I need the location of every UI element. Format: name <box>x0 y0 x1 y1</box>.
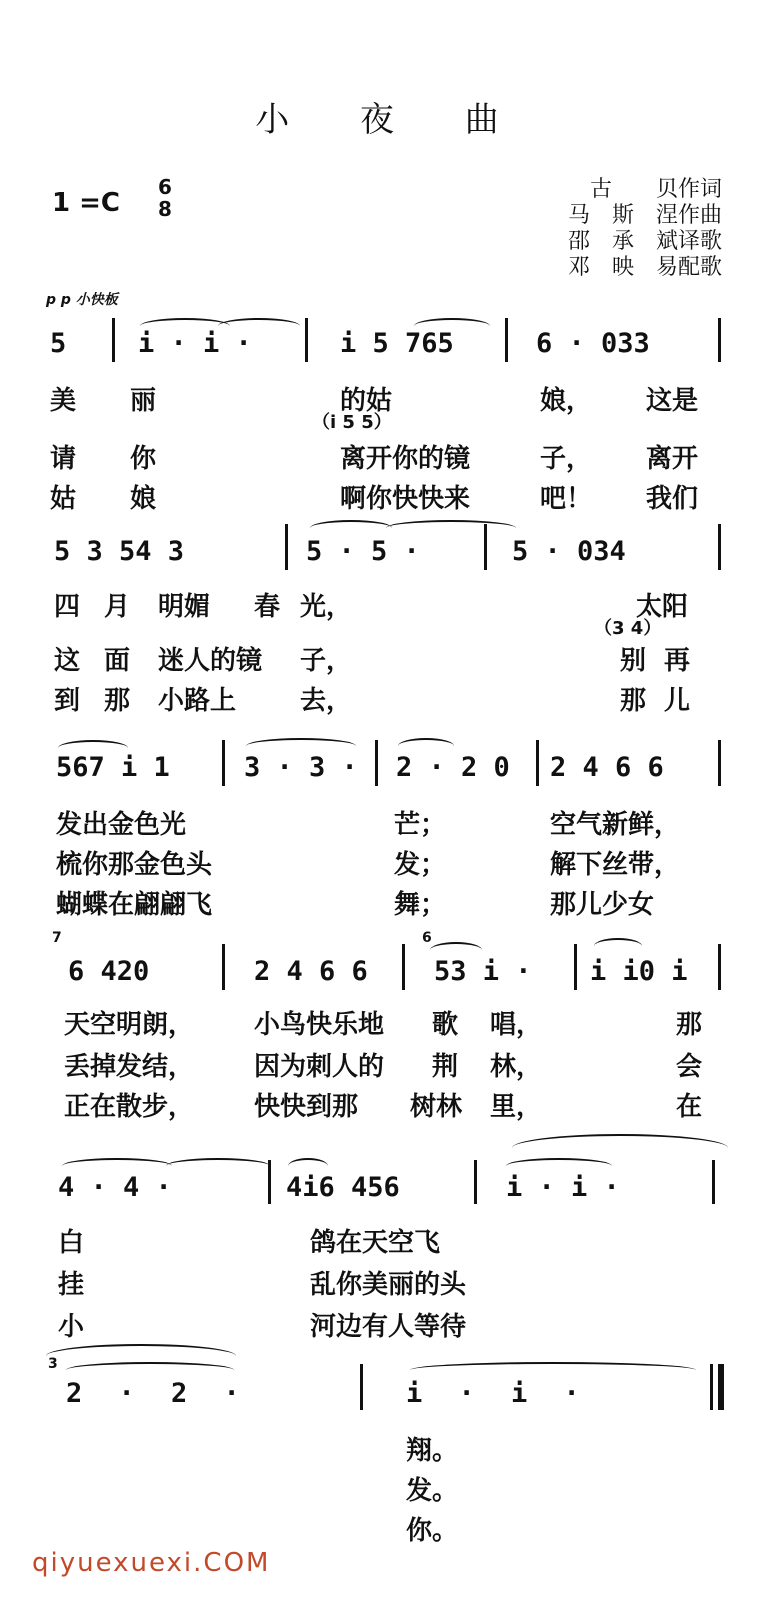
barline <box>360 1364 363 1410</box>
grace-note: 3 <box>48 1356 58 1372</box>
lyric: 春 <box>254 592 281 622</box>
lyric: 空气新鲜， <box>550 810 681 840</box>
staff1-measure-3: 6 · 033 <box>536 328 650 359</box>
staff5-measure-2: 4i6 456 <box>286 1172 400 1203</box>
lyric: 姑 <box>50 484 77 514</box>
barline <box>305 318 308 362</box>
lyric: 会 <box>676 1052 703 1082</box>
lyric: 芒； <box>394 810 447 840</box>
barline <box>710 1364 713 1410</box>
lyric: 太阳 <box>636 592 689 622</box>
tie-arc <box>410 1362 696 1378</box>
lyric: 离开 <box>646 444 699 474</box>
lyric: 在 <box>676 1092 703 1122</box>
barline <box>718 318 721 362</box>
lyric: 发； <box>394 850 447 880</box>
lyric: 那儿少女 <box>550 890 655 920</box>
lyric: 月 <box>104 592 131 622</box>
lyric: 梳你那金色头 <box>56 850 213 880</box>
tempo-marking: p p 小快板 <box>46 292 118 308</box>
lyric: 那 <box>676 1010 703 1040</box>
staff4-measure-2: 2 4 6 6 <box>254 956 368 987</box>
tie-arc <box>166 1158 270 1174</box>
lyric: 迷人的镜 <box>158 646 263 676</box>
lyric: 小鸟快乐地 <box>254 1010 385 1040</box>
tie-arc <box>594 938 642 954</box>
key-signature: 1 =C <box>52 188 121 218</box>
barline <box>484 524 487 570</box>
lyric: 那 <box>104 686 131 716</box>
lyric: 这 <box>54 646 81 676</box>
tie-arc <box>310 520 392 536</box>
lyric: 唱， <box>490 1010 543 1040</box>
lyric: 再 <box>664 646 691 676</box>
credit-translator: 邵 承 斌译歌 <box>567 229 722 254</box>
barline <box>718 944 721 990</box>
staff1-measure-1: i · i · <box>138 328 252 359</box>
lyric: 你。 <box>406 1516 459 1546</box>
barline <box>375 740 378 786</box>
staff1-measure-2: i 5 765 <box>340 328 454 359</box>
lyric: 翔。 <box>406 1436 459 1466</box>
lyric: 子， <box>540 444 593 474</box>
staff3-measure-3: 2 · 2 0 <box>396 752 510 783</box>
lyric: 请 <box>50 444 77 474</box>
credit-adapter: 邓 映 易配歌 <box>567 255 722 280</box>
lyric: 啊你快快来 <box>340 484 471 514</box>
meter-top: 6 <box>158 175 172 199</box>
lyric: 去， <box>300 686 353 716</box>
lyric: 歌 <box>432 1010 459 1040</box>
barline <box>718 524 721 570</box>
lyric: 小 <box>58 1312 85 1342</box>
staff4-measure-4: i i0 i <box>590 956 688 987</box>
staff3-measure-1: 567 i 1 <box>56 752 170 783</box>
staff2-measure-3: 5 · 034 <box>512 536 626 567</box>
song-title: 小 夜 曲 <box>255 100 529 140</box>
lyric: 河边有人等待 <box>310 1312 467 1342</box>
barline <box>536 740 539 786</box>
lyric: 离开你的镜 <box>340 444 471 474</box>
lyric: 儿 <box>664 686 691 716</box>
lyric: 鸽在天空飞 <box>310 1228 441 1258</box>
lyric: 里， <box>490 1092 543 1122</box>
lyric: 因为刺人的 <box>254 1052 385 1082</box>
lyric: 正在散步， <box>64 1092 195 1122</box>
lyric: 小路上 <box>158 686 237 716</box>
lyric: 我们 <box>646 484 699 514</box>
annotation: （i 5 5） <box>312 412 392 433</box>
barline <box>474 1160 477 1204</box>
grace-note: 6 <box>422 930 432 946</box>
lyric: 那 <box>620 686 647 716</box>
staff6-measure-2: i · i · <box>406 1378 590 1409</box>
lyric: 乱你美丽的头 <box>310 1270 467 1300</box>
meter-bottom: 8 <box>158 197 172 221</box>
staff2-measure-2: 5 · 5 · <box>306 536 420 567</box>
lyric: 光， <box>300 592 353 622</box>
lyric: 丽 <box>130 386 157 416</box>
lyric: 明媚 <box>158 592 211 622</box>
staff4-measure-3: 53 i · <box>434 956 532 987</box>
lyric: 天空明朗， <box>64 1010 195 1040</box>
barline <box>718 740 721 786</box>
staff5-measure-3: i · i · <box>506 1172 620 1203</box>
lyric: 荆 <box>432 1052 459 1082</box>
lyric: 白 <box>58 1228 85 1258</box>
barline <box>285 524 288 570</box>
lyric: 蝴蝶在翩翩飞 <box>56 890 213 920</box>
lyric: 挂 <box>58 1270 85 1300</box>
barline <box>712 1160 715 1204</box>
lyric: 发。 <box>406 1476 459 1506</box>
lyric: 树林 <box>410 1092 463 1122</box>
watermark: qiyuexuexi.COM <box>32 1548 271 1578</box>
final-barline <box>718 1364 724 1410</box>
staff3-measure-2: 3 · 3 · <box>244 752 358 783</box>
annotation: （3 4） <box>594 618 662 639</box>
lyric: 丢掉发结， <box>64 1052 195 1082</box>
lyric: 子， <box>300 646 353 676</box>
barline <box>505 318 508 362</box>
lyric: 娘 <box>130 484 157 514</box>
lyric: 娘， <box>540 386 593 416</box>
lyric: 林， <box>490 1052 543 1082</box>
barline <box>402 944 405 990</box>
staff3-measure-4: 2 4 6 6 <box>550 752 664 783</box>
lyric: 舞； <box>394 890 447 920</box>
barline <box>222 740 225 786</box>
staff4-measure-1: 6 420 <box>68 956 150 987</box>
lyric: 这是 <box>646 386 699 416</box>
lyric: 快快到那 <box>254 1092 359 1122</box>
lyric: 面 <box>104 646 131 676</box>
grace-note: 7 <box>52 930 62 946</box>
barline <box>222 944 225 990</box>
lyric: 到 <box>54 686 81 716</box>
lyric: 你 <box>130 444 157 474</box>
staff1-measure-pickup: 5 <box>50 328 67 359</box>
lyric: 解下丝带， <box>550 850 681 880</box>
lyric: 吧！ <box>540 484 593 514</box>
lyric: 美 <box>50 386 77 416</box>
staff5-measure-1: 4 · 4 · <box>58 1172 172 1203</box>
staff6-measure-1: 2 · 2 · <box>66 1378 250 1409</box>
tie-arc <box>386 520 516 536</box>
barline <box>574 944 577 990</box>
lyric: 别 <box>620 646 647 676</box>
lyric: 四 <box>54 592 81 622</box>
barline <box>112 318 115 362</box>
tie-arc <box>66 1362 234 1378</box>
staff2-measure-1: 5 3 54 3 <box>54 536 185 567</box>
lyric: 发出金色光 <box>56 810 187 840</box>
credit-lyricist: 古 贝作词 <box>589 177 722 202</box>
credit-composer: 马 斯 涅作曲 <box>567 203 722 228</box>
lyric: 的姑 <box>340 386 393 416</box>
barline <box>268 1160 271 1204</box>
